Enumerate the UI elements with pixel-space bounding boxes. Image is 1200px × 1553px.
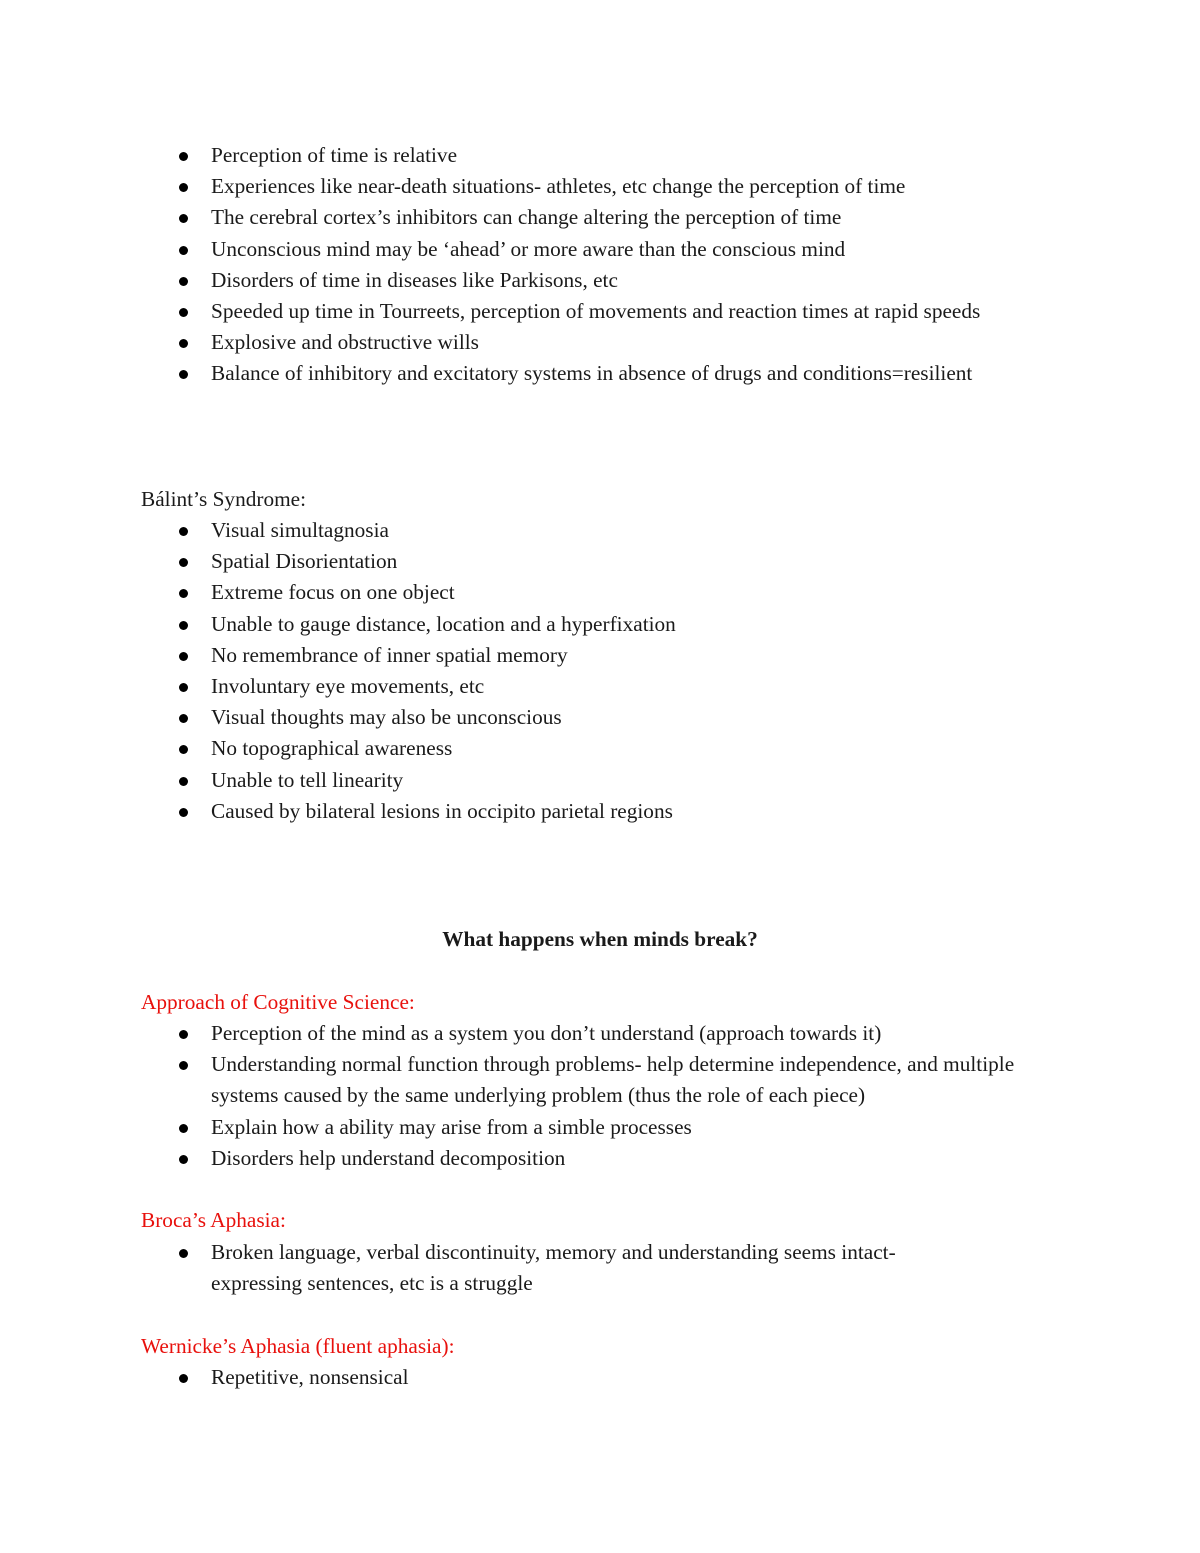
bullet-icon [179,527,188,536]
list-item: Disorders of time in diseases like Parkisons, etc [0,265,1200,296]
bullet-icon [179,1061,188,1070]
list-item: Unable to gauge distance, location and a hyperfixation [0,609,1200,640]
list-item: No remembrance of inner spatial memory [0,640,1200,671]
list-item: Unconscious mind may be ‘ahead’ or more aware than the conscious mind [0,234,1200,265]
bullet-icon [179,152,188,161]
list-item: Caused by bilateral lesions in occipito parietal regions [0,796,1200,827]
list-item: Unable to tell linearity [0,765,1200,796]
list-item: Visual simultagnosia [0,515,1200,546]
list-item: Broken language, verbal discontinuity, memory and understanding seems intact- expressing sentences, etc is a struggle [0,1237,1200,1299]
section-title: What happens when minds break? [442,927,758,951]
bullet-icon [179,1374,188,1383]
list-item: No topographical awareness [0,733,1200,764]
list-item: Perception of the mind as a system you don’t understand (approach towards it) [0,1018,1200,1049]
bullet-icon [179,308,188,317]
bullet-icon [179,683,188,692]
list-item: Visual thoughts may also be unconscious [0,702,1200,733]
bullet-icon [179,589,188,598]
bullet-icon [179,745,188,754]
list-item: Explain how a ability may arise from a simble processes [0,1112,1200,1143]
bullet-icon [179,714,188,723]
broca-list [0,1237,1200,1299]
cognitive-science-heading: Approach of Cognitive Science: [141,990,415,1014]
bullet-icon [179,370,188,379]
list-item: Disorders help understand decomposition [0,1143,1200,1174]
bullet-icon [179,777,188,786]
list-item: Understanding normal function through problems- help determine independence, and multiple systems caused by the same underlying problem (thus the role of each piece) [0,1049,1200,1111]
bullet-icon [179,183,188,192]
bullet-icon [179,621,188,630]
cognitive-science-list [0,1018,1200,1174]
bullet-icon [179,558,188,567]
list-item: Explosive and obstructive wills [0,327,1200,358]
bullet-icon [179,808,188,817]
bullet-icon [179,652,188,661]
list-item: Speeded up time in Tourreets, perception of movements and reaction times at rapid speeds [0,296,1200,327]
wernicke-heading: Wernicke’s Aphasia (fluent aphasia): [141,1334,455,1358]
bullet-icon [179,1155,188,1164]
list-item: Repetitive, nonsensical [0,1362,1200,1393]
list-item: Involuntary eye movements, etc [0,671,1200,702]
bullet-icon [179,1249,188,1258]
time-perception-list [0,140,1200,390]
wernicke-list [0,1362,1200,1393]
broca-heading: Broca’s Aphasia: [141,1208,286,1232]
list-item: The cerebral cortex’s inhibitors can change altering the perception of time [0,202,1200,233]
bullet-icon [179,1030,188,1039]
bullet-icon [179,339,188,348]
bullet-icon [179,214,188,223]
bullet-icon [179,277,188,286]
bullet-icon [179,246,188,255]
list-item: Experiences like near-death situations- athletes, etc change the perception of time [0,171,1200,202]
balint-heading: Bálint’s Syndrome: [141,487,307,511]
bullet-icon [179,1124,188,1133]
list-item: Perception of time is relative [0,140,1200,171]
list-item: Balance of inhibitory and excitatory systems in absence of drugs and conditions=resilient [0,358,1200,389]
list-item: Spatial Disorientation [0,546,1200,577]
list-item: Extreme focus on one object [0,577,1200,608]
balint-list [0,515,1200,827]
